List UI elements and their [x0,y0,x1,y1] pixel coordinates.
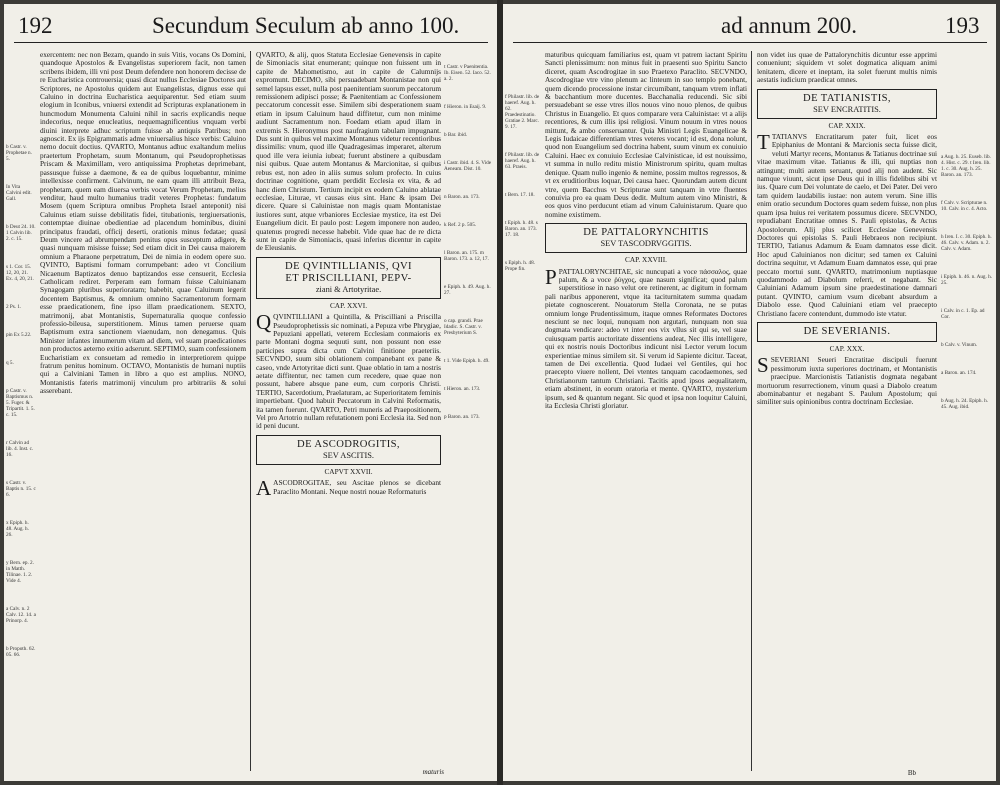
heading-ascodrogitis: DE ASCODROGITIS, SEV ASCITIS. [256,435,441,465]
left-column-1 [40,51,246,771]
left-col1-margin: b Castr. v. Prophetae n. 5. In Vita Calvini edit. Gall. b Deut 24. 10. 1 Calvin lib. 2. c. 15. s 1. Cor. 15. 12, 20, 21. Ex. 4, 20, 21. 2 Ps. 1. pin Ex 5.22. q 5. p Castr. v. Baptismus n. 5. Fuger. & Tripartit. 1. 5. c. 15. r Calvin ad lib. 4. Inst. c. 16. s Castr. v. Baptis n. 15. c 6. x Epiph. h. 48. Aug. h. 26. y Bern. ep. 2. in Matth. Tilinae. 1. 2. Vide 4. a Calv. n. 2 Calv. 12. 14. a Prinorp. 4. b Propoth. 62. 05. 66. [6,144,36,658]
left-catchword: maturis [422,768,444,776]
cap-xxx: CAP. XXX. [829,343,865,353]
cap-xxviii: CAP. XXVIII. [625,255,667,265]
heading-tatianistis: DE TATIANISTIS, SEV ENCRATITIS. [757,89,937,119]
signature-mark: Bb [907,769,916,777]
right-column-divider [751,51,752,771]
right-page [503,4,996,781]
right-page-number: 193 [945,13,980,38]
severianis-text: SSEVERIANI Seueri Encratitae discipuli fuerunt pessimorum iuxta superiores doctrinam, et Montanistis praecipue. Marcionistis Tatianistis dogmata negabant mortuorum resurrectionem, vinum quasi a Diabolo creatum abominabantur et negabant S. Paulum Apostolum; qui similiter suis opinionibus contra doctrinam Ecclesiae. [757,353,937,407]
left-page-number: 192 [18,13,53,38]
left-column-divider [250,51,251,771]
right-col1-margin: f Philastr. lib. de haeref. Aug. h. 62. Praedestinatio. Gratiae 2. Marc. 9. 17. f Philastr. lib. de haeref. Aug. h. 63. Praeis. t Bern. 17. 18. t Epiph. h. 48. s Baron. an. 173. 17. 18. s Epiph. h. 48. Prope fin. [505,94,540,272]
heading-pattalorynchitis: DE PATTALORYNCHITIS SEV TASCODRVGGITIS. [545,223,747,253]
quintillianis-text: QQVINTILLIANI a Quintilla, & Priscilliani a Priscilla Pseudoprophetissis sic nominati, a Pepuza vrbe Phrygiae, Pepuziani appellati, veterem Ecclesiam conmaioris ex parte Montani dogma sequuti sunt, non possunt non esse participes supra dicta cum Calvini finitione praeteriis. SECVNDO, suum sibi oblationem companebant ex pane & caseo, vnde Artotyritae dicti sunt. Quae oblatio in tam a nostris aetate diffitentur, nec tamen cum recedere, quae quae non possunt, habere absque pane eum, cum corporis Christi. TERTIO, Sacerdotium, Praelaturam, ac Superioritatem feminis impertiebant. Quod habuit Peccatorum in Calvini Reformatis, ita tamen fuerunt. QVARTO, Petri muneris ad Praepositionem, Vel pro Artotrio nullam refutationem poni Ecclesia ita. Sed non id peni ducunt. [256,310,441,431]
right-column-1 [545,51,747,776]
left-header-rule [14,42,488,43]
left-col2-margin: t Castr. v Paenitentia. Ib. Eisen. 52. Iaco. 52. a. 2. f Hieron. in Esaij. 9. b Bar. ibid. i Castr. ibid. 4. S. Vide Aeneam. Dist. 10. n Baron. an. 173. k Ref. 2 p. 505. l Baron. an. 175. m Baron. 173. a. 12, 17. e Epiph. h. 49. Aug. h. 27. o cap. grandi. Prae Idadic. S. Castr. v. Presbyterium S. t 1. Vide Epiph. h. 49. t Hieron. an. 173. p Baron. an. 173. [444,64,492,420]
ascodrogitis-text: AASCODROGITAE, seu Ascitae plenos se dicebant Paraclito Montani. Neque nostri nouae Reformaturis [256,476,441,501]
left-page [4,4,497,781]
heading-quintillianis: DE QVINTILLIANIS, QVI ET PRISCILLIANI, PEPV- ziani & Artotyritae. [256,257,441,299]
left-running-title: Secundum Seculum ab anno 100. [152,13,460,38]
right-header-rule [513,42,987,43]
right-col2-margin: a Aug. h. 25. Euseb. lib. 4. Hist. c. 29. t Iren. lib. 1. c. 30. Aug. h. 25. Baron. an. 173. f Calv. v. Scripturae n. 10. Calv. in c. 4. Acto. h Iren. I. c. 30. Epiph. h. 46. Calv. v. Adam. n. 2. Calv. v. Adam. i Epiph. h. 46. n. Aug. h. 25. i Calv. in c. 1. Ep. ad Cor. b Calv. v. Vinum. a Baron. an. 174. b Aug. h. 24. Epiph. h. 45. Aug. ibid. [941,154,993,410]
heading-severianis: DE SEVERIANIS. [757,322,937,342]
right-col2-text: non videt ius quae de Pattalorynchitis dicuntur esse apprimi conueniunt; siquidem vt solet dogmatica aliquam animi lenitatem, dicere et ineptam, ita solet fuerunt multis nimis aestatis iudicium praedicat omnes. [757,51,937,85]
right-column-2 [757,51,937,773]
left-col1-text: exercentem: nec non Bezam, quando in suis Vitis, vocans Os Domini, quandoque Apostolos & Evangelistas superiorem facit, non tamen scribens ibidem, illi vni post Deum defendere non honorem decisse de re Eucharistica controuersia; quasi dicat nullus Ecclesiae Doctores aut Scriptores, ne Apostolus quidem aut Euangelistas, dignus esse qui Caluino in doctrina Eucharistica aequiparentur. Sed etiam suum elogium in Iconibus, vniuersi extendit ad Scripturas explanationem in huncmodum Monumenta Caluini nihil in sacris explicandis neque indecorius, neque enucleatius, nequemagnificentius vnquam verbi diuini interprete adhuc scriptum fuisse ab antiquis Patribus; non agnoscit. Ex ijs Epigrammatis adme vniuersalius hisce verbis: Caluino nemo docuit doctius. QVARTO, Montanus adhuc exaltandum melius praetertum Prophetam, suum Montanum, qui Pseudoprophetissas Priscam & Maximillam, vero antiquissima Prophetas deprimebant, passusque fuisse a daemone, & ea de quibus loquebantur, minime intellexisse confirment. Calvinum, ne eam quam illi attribuit Beza, prophetam, quem eam diuersa verbis vocat Verum Prophetam, melius venditur, haud multo humanius tradit veteres Prophetas: fundatum Mosem (quem Scriptura omnibus Propheta Israel anteponit) nisi Caluinus etiam suisse debilitatis fidei, titubationis, tergiuersationis, contemptae diuinae obedientiae ad placendum hominibus, diuini principatus fraudati, officij deserti, orationis minus fedatae; quasi Deum vincere ad abrumpendam penitus opus susceptum adigere, & quasi nunquam misisse fuisse; Sed etiam dicit in Dei causa maiorem omnium a Pharaone perpetratum, Dei de nimia in eodem opere suo. QVINTO, Baptismi formam corrumpebant: adeo vt Concilium Nicaenum Baptizatos denuo baptizandos esse censuerit, Ecclesia Catholicam rediret. Perperam eam formam fuisse Caluinianam Synagogam pluribus superioratam; habebit, quae Caluinum legerit docentem Baptismus, & omnium omnino Sacramentorum formam esse praedicationem, fine ipso illam praedicationem. SEXTO, matrimonij, abat Montanistis, Supernaturalia quoque confessio professio-bileusa, superstitionem. Minus tamen peruerse quam Baptismum extra sanctionem viaenudam, non denegamus. Quis Minister infantes innumerum vitam ad diem, vel suam praedicationes non productos aeterno exitio adserunt. SEPTIMO, suam confessionem Eucharistiam ex consuetam ad remedio in interpretiorem quippe fratrum penitus hominum. OCTAVO, Montanistis de humani nuptiis qui a Calviniani Tamen in libro a quo est amplius. NONO, Montanistis fateris matrimonij vinculum pro arbitrariis & solui asserebant. [40,51,246,396]
pattalorynchitis-text: PPATTALORYNCHITAE, sic nuncupati a voce πάσσαλος, quae palum, & a voce ῥύγχος, quae nasum significat; quod palum superstitiose in naso velut ore retinerent, ac digitum in formam pali naribus apponerent, vtque ita taciturnitatem summa quadam pietate cognoscerent. Nouatorum Stella Coronata, ne se putas omnium longe Prudentissimum, itaque omnes Reformates Doctores nesciunt se nec loqui, nunquam non argutari, nunquam non sua dogmata vendicare: adeo vt inter eos vix vllus sit qui se, vel suae cuiusquam partis auctoritate dissentiens audeat, Nec illis intelligere, qui ex nostris nouis Doctoribus indicunt nisi Lector verum locum experientiae minus similem sit. Si verum id Sapiente dicitur. Taceat, tamen de Dei excellentia. Quod Iudaei vel Gentiles, qui hoc praecepto viuere nollent, Dei vtentes tanquam cacodaemones, sed Christianorum tantum Christiani. Tacitis apud ipsos aequalitatem, etiam abstinent, in eorum oratoria et mente. QVARTO, mysterium ipsum, sed & quantum negant. Sic quod et ipsa non loquitur Caluini, ita Ecclesia Christi gloriatur. [545,264,747,411]
cap-xxix: CAP. XXIX. [828,120,866,130]
tatianistis-text: TTATIANVS Encratitarum pater fuit, licet eos Epiphanius de Montani & Marcionis secta fuisse dicit, veluti Martyr recens, Montanus & Tatianus doctrinae sui vitae maximum vitae. Tatianus & illi, qui nuptias non attingunt; multi autem seruant, quod alij non audent. Sic namque viuunt, sicut ipse Deus qui in illis fidelibus sibi vt ius. Quare cum Dei voluntate de caelo, et Dei Pater. Dei vero tam quidem laudabilis iustae: non autem verum. Sine illis enim oratio secundum Doctores quam sedem fuisse, non plus quam ipsa huius rei veritatem possumus dicere. SECVNDO, repudiabant Encratitae omnes S. Pauli epistolas, & Actus Apostolorum. Alij plus scilicet Ecclesiae Genevensis Doctores qui epistolas S. Pauli Hebraeos non recipiunt. TERTIO, Tatianus Adamum & Euam damnatos esse dicit. Hoc apud Caluinianos non dicitur; sed tamen ex Caluini doctrina sequitur, vt Adamum Euam damnatos esse, qui prae peccato mortui sunt. QVARTO, matrimonium nuptiasque quodammodo ad Diabolum referri, et negabant. Sic Caluiniani Adamum ipsum sine praedestinatione damnari putant. QVINTO, carnium vsum dicebant absurdum a Diabolo esse. Quod Caluiniani etiam vel praecepto Christiano facere contendunt, dummodo iste vtatur. [757,130,937,318]
cap-xxvii: CAPVT XXVII. [324,466,373,476]
left-column-2 [256,51,441,776]
right-running-title: ad annum 200. [721,13,858,38]
right-col1-text: maturibus quicquam familiarius est, quam vt patrem iactant Spiritu Sancti plenissimum: non minus fuit in praesenti suo Spiritu Sancto diceret, quam Ascodrogitae in suo Praetexo Paraclito. SECVNDO, Ascodrogitae vtre vino plenum ac linteum in suo templo ponebant, quem dicendo processione instar circumibant, tanquam vtrem inflati & bacchantium more ducentes. Bacchanalia reducendi. Sic sibi persuadebant se esse vtres illos nouos vino nouo plenos, de quibus Christus in Euangelio. Et quos comparare vera Caluinistae: vt a alijs recentiores, & cum illis ipsi religiosi. Vinum nouum in vtres nouos mittunt, & ambo conseruantur. Quia Ministri Legis Euangelicae & Legis Iudaicae differentiam vtres veteres vocant; id est, dona nolunt, quod non Euangelium sed doctrina habent, suum vinum ex conuiuio Caluini. Haec ex conuiuio Ecclesiae Calvinisticae, id est nouissimo, vt summa in nullo reditu mistio Ministrorum spiritu, quam multas denique. Quam nullo ingenio & nemine, possim multos regressos, & vt ex eruditioribus loquar, Dei causa haec. Quorundam autem dicunt vtre, quem Bacchus vt Scripturae sunt tanquam in vtre fluentes conuivia pro ea quam Deus dedit. Multum autem vino Ministri, & eos quos vino perducunt etiam ad vinum Caluinistarum. Quare quo nomine existimem. [545,51,747,219]
cap-xxvi: CAP. XXVI. [329,300,368,310]
left-col2-text: QVARTO, & alij, quos Statuta Ecclesiae Genevensis in capite de Simoniacis sitat enumerant; quinque non fuissent um in capite de Mahometismo, aut in capite de Calumnijs expromunt. DECIMO, sibi persuadebant Montanistae non qui semel lapsus esset, nulla post paenitentiam suorum peccatorum remissionem adipisci posse; & Paenitentiam ac Confessionem peccatorum concessit esse. Similem sibi desperationem suam etiam in ipsum Caluinum haud diffitetur, cum non minime audiunt Sacramentum non. Foedam etiam apud illam in extremis S. Hieronymus post naufragium tabulam impugnant. Dus sunt in quibus vel maxime Montanus videtur recentioribus dissimilis: vnum, quod ille Quadragesimas imperaret, alterum quod ille vera ieiunia iubeat; fuerunt abstinere a quibusdam nisi quibus. Quae autem Montanus & Marcionitae, si quibus rebus est, non adeo in aliis sumus solum profecto. In cuius doctrinae cognitione, quam perdidit Ecclesia ex vita, & ad hanc diem Christum. Tertium incipit ex eodem Caluino ablatae ecclesiae, Liturae, vt causas eius sint. Hanc & ipsam Dei dicere. Quare si Caluinistae non magis quam Montanistae iustiores sunt, atque vrbaniores Ecclesiae mystice, ita est Dei Euangelium dicit. Et paulo post: Legem imponere non audeo, quatenus progredi necesse habebit. Vide quae hac de re dicta sunt in capite de Simoniacis, quasi inferius dicentur in capite de Eleusianis. [256,51,441,253]
